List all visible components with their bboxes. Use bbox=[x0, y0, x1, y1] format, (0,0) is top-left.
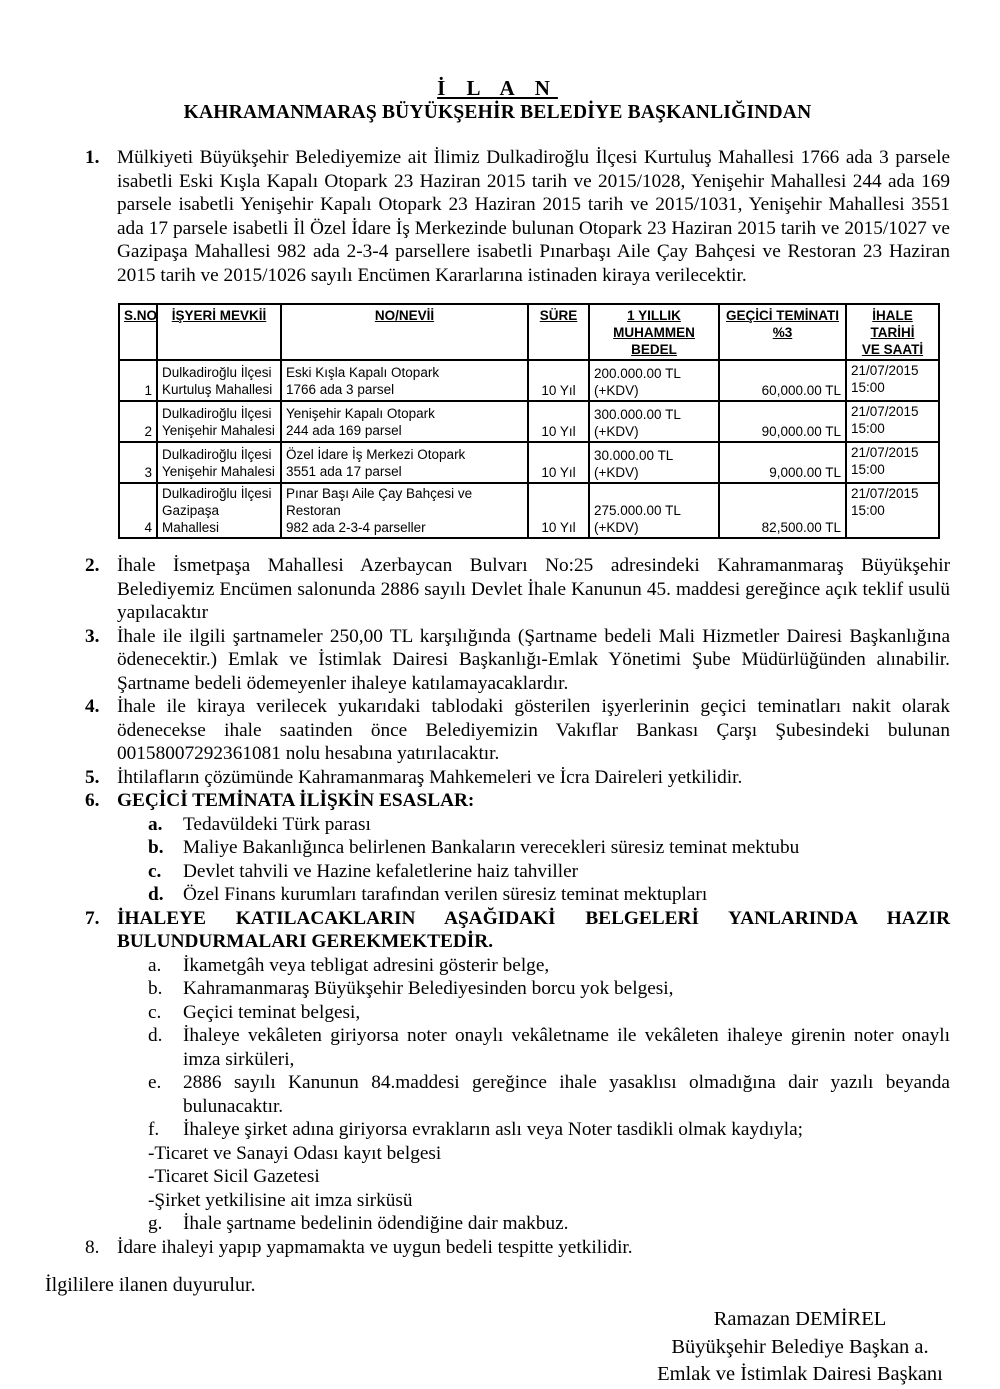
item-heading: İHALEYE KATILACAKLARIN AŞAĞIDAKİ BELGELERİ YANLARINDA HAZIR BULUNDURMALARI GEREKMEKTEDİR. bbox=[117, 907, 950, 952]
list-item-1 bbox=[85, 146, 950, 287]
list-item-7 bbox=[85, 907, 950, 1236]
cell-mevkii: Dulkadiroğlu İlçesi Gazipaşa Mahallesi bbox=[157, 483, 281, 538]
col-header-nevi: NO/NEVİİ bbox=[281, 304, 528, 360]
numbered-list bbox=[45, 146, 950, 1259]
signatory-title-line-2: Emlak ve İstimlak Dairesi Başkanı bbox=[657, 1363, 943, 1385]
cell-sure: 10 Yıl bbox=[528, 401, 589, 442]
cell-teminat: 60,000.00 TL bbox=[719, 360, 846, 401]
cell-teminat: 82,500.00 TL bbox=[719, 483, 846, 538]
cell-tarih: 21/07/2015 15:00 bbox=[846, 401, 939, 442]
table-row bbox=[119, 483, 939, 538]
cell-mevkii: Dulkadiroğlu İlçesi Kurtuluş Mahallesi bbox=[157, 360, 281, 401]
sub-item-6d: d. Özel Finans kurumları tarafından verilen süresiz teminat mektupları bbox=[148, 884, 708, 905]
item-text: İhtilafların çözümünde Kahramanmaraş Mahkemeleri ve İcra Daireleri yetkilidir. bbox=[117, 766, 743, 788]
table-header-row bbox=[119, 304, 939, 360]
cell-mevkii: Dulkadiroğlu İlçesi Yenişehir Mahalesi bbox=[157, 401, 281, 442]
cell-nevi: Pınar Başı Aile Çay Bahçesi ve Restoran 982 ada 2-3-4 parseller bbox=[281, 483, 528, 538]
cell-sure: 10 Yıl bbox=[528, 483, 589, 538]
closing-note: İlgililere ilanen duyurulur. bbox=[45, 1274, 256, 1296]
list-item-5 bbox=[85, 766, 950, 790]
item-number: 7. bbox=[85, 907, 100, 929]
title-block bbox=[45, 76, 950, 125]
cell-sure: 10 Yıl bbox=[528, 360, 589, 401]
cell-sure: 10 Yıl bbox=[528, 442, 589, 483]
signature-block bbox=[635, 1306, 965, 1389]
sub-item-7g: g. İhale şartname bedelinin ödendiğine dair makbuz. bbox=[148, 1213, 569, 1234]
sub-item-7c: c. Geçici teminat belgesi, bbox=[148, 1001, 361, 1023]
col-header-tarih: İHALE TARİHİ VE SAATİ bbox=[846, 304, 939, 360]
item-number: 8. bbox=[85, 1236, 100, 1258]
cell-sno: 1 bbox=[119, 360, 157, 401]
signatory-name: Ramazan DEMİREL bbox=[713, 1308, 887, 1330]
item-text: İhale İsmetpaşa Mahallesi Azerbaycan Bulvarı No:25 adresindeki Kahramanmaraş Büyükşehir Belediyemiz Encümen salonunda 2886 sayılı Devlet İhale Kanunun 45. maddesi gereğince açık teklif usulü yapılacaktır bbox=[117, 555, 950, 623]
signatory-title-line-1: Büyükşehir Belediye Başkan a. bbox=[671, 1335, 929, 1358]
cell-nevi: Özel İdare İş Merkezi Otopark 3551 ada 17 parsel bbox=[281, 442, 528, 483]
item-number: 1. bbox=[85, 147, 100, 168]
item-number: 5. bbox=[85, 766, 100, 788]
sub-item-7d: d. İhaleye vekâleten giriyorsa noter onaylı vekâletname ile vekâleten ihaleye girenin noter onaylı imza sirküleri, bbox=[148, 1025, 950, 1070]
cell-bedel: 300.000.00 TL (+KDV) bbox=[589, 401, 719, 442]
list-item-4 bbox=[85, 695, 950, 766]
table-row bbox=[119, 360, 939, 401]
item-heading: GEÇİCİ TEMİNATA İLİŞKİN ESASLAR: bbox=[117, 790, 475, 811]
sub-item-7f: f. İhaleye şirket adına giriyorsa evrakların aslı veya Noter tasdikli olmak kaydıyla; bbox=[148, 1119, 804, 1140]
cell-bedel: 30.000.00 TL (+KDV) bbox=[589, 442, 719, 483]
col-header-teminat: GEÇİCİ TEMİNATI %3 bbox=[719, 304, 846, 360]
dash-item-3: -Şirket yetkilisine ait imza sirküsü bbox=[148, 1189, 413, 1211]
col-header-sno: S.NO bbox=[119, 304, 157, 360]
tender-table bbox=[118, 303, 940, 539]
col-header-bedel: 1 YILLIK MUHAMMEN BEDEL bbox=[589, 304, 719, 360]
table-row bbox=[119, 401, 939, 442]
sub-item-6b: b. Maliye Bakanlığınca belirlenen Bankaların verecekleri süresiz teminat mektubu bbox=[148, 837, 800, 858]
item-body bbox=[117, 907, 950, 1236]
item-number: 2. bbox=[85, 555, 100, 576]
list-item-2 bbox=[85, 554, 950, 625]
item-text: İhale ile kiraya verilecek yukarıdaki tablodaki gösterilen işyerlerinin geçici teminatları nakit olarak ödenecekse ihale saatinden önce Belediyemizin Vakıflar Bankası Çarşı Şubesindeki bulunan 00158007292361081 nolu hesabına yatırılacaktır. bbox=[117, 696, 950, 764]
sub-item-7e: e. 2886 sayılı Kanunun 84.maddesi gereğince ihale yasaklısı olmadığına dair yazılı beyanda bulunacaktır. bbox=[148, 1072, 950, 1117]
cell-teminat: 90,000.00 TL bbox=[719, 401, 846, 442]
cell-sno: 2 bbox=[119, 401, 157, 442]
cell-mevkii: Dulkadiroğlu İlçesi Yenişehir Mahalesi bbox=[157, 442, 281, 483]
list-item-8 bbox=[85, 1236, 950, 1260]
item-text: Mülkiyeti Büyükşehir Belediyemize ait İlimiz Dulkadiroğlu İlçesi Kurtuluş Mahallesi 1766 ada 3 parsele isabetli Eski Kışla Kapalı Otopark 23 Haziran 2015 tarih ve 2015/1028, Yenişehir Mahallesi 244 ada 169 parsele isabetli Yenişehir Kapalı Otopark 23 Haziran 2015 tarih ve 2015/1031, Yenişehir Mahallesi 3551 ada 17 parsele isabetli İl Özel İdare İş Merkezinde bulunan Otopark 23 Haziran 2015 tarih ve 2015/1027 ve Gazipaşa Mahallesi 982 ada 2-3-4 parsellere isabetli Pınarbaşı Aile Çay Bahçesi ve Restoran 23 Haziran 2015 tarih ve 2015/1026 sayılı Encümen Kararlarına istinaden kiraya verilecektir. bbox=[117, 147, 950, 286]
list-item-3 bbox=[85, 625, 950, 696]
item-text: İhale ile ilgili şartnameler 250,00 TL karşılığında (Şartname bedeli Mali Hizmetler Dairesi Başkanlığına ödenecektir.) Emlak ve İstimlak Dairesi Başkanlığı-Emlak Yönetimi Şube Müdürlüğünden alınabilir. Şartname bedeli ödemeyenler ihaleye katılamayacaklardır. bbox=[117, 625, 950, 694]
cell-tarih: 21/07/2015 15:00 bbox=[846, 442, 939, 483]
cell-bedel: 200.000.00 TL (+KDV) bbox=[589, 360, 719, 401]
cell-tarih: 21/07/2015 15:00 bbox=[846, 360, 939, 401]
tender-table-wrap bbox=[118, 303, 950, 539]
sub-item-6a: a. Tedavüldeki Türk parası bbox=[148, 813, 371, 835]
list-item-6 bbox=[85, 789, 950, 907]
document-title: İ L A N bbox=[437, 76, 558, 100]
dash-item-1: -Ticaret ve Sanayi Odası kayıt belgesi bbox=[148, 1142, 442, 1164]
sub-item-6c: c. Devlet tahvili ve Hazine kefaletlerine haiz tahviller bbox=[148, 860, 579, 882]
item-number: 6. bbox=[85, 790, 100, 811]
cell-bedel: 275.000.00 TL (+KDV) bbox=[589, 483, 719, 538]
cell-teminat: 9,000.00 TL bbox=[719, 442, 846, 483]
document-subtitle: KAHRAMANMARAŞ BÜYÜKŞEHİR BELEDİYE BAŞKANLIĞINDAN bbox=[183, 102, 812, 123]
dash-item-2: -Ticaret Sicil Gazetesi bbox=[148, 1166, 320, 1187]
col-header-sure: SÜRE bbox=[528, 304, 589, 360]
sub-item-7b: b. Kahramanmaraş Büyükşehir Belediyesinden borcu yok belgesi, bbox=[148, 978, 674, 999]
item-number: 3. bbox=[85, 625, 100, 647]
cell-sno: 4 bbox=[119, 483, 157, 538]
item-number: 4. bbox=[85, 696, 100, 717]
cell-nevi: Eski Kışla Kapalı Otopark 1766 ada 3 parsel bbox=[281, 360, 528, 401]
cell-tarih: 21/07/2015 15:00 bbox=[846, 483, 939, 538]
sub-item-7a: a. İkametgâh veya tebligat adresini gösterir belge, bbox=[148, 954, 550, 976]
col-header-mevkii: İŞYERİ MEVKİİ bbox=[157, 304, 281, 360]
table-row bbox=[119, 442, 939, 483]
item-body bbox=[117, 789, 950, 907]
cell-sno: 3 bbox=[119, 442, 157, 483]
item-text: İdare ihaleyi yapıp yapmamakta ve uygun bedeli tespitte yetkilidir. bbox=[117, 1236, 633, 1258]
cell-nevi: Yenişehir Kapalı Otopark 244 ada 169 parsel bbox=[281, 401, 528, 442]
